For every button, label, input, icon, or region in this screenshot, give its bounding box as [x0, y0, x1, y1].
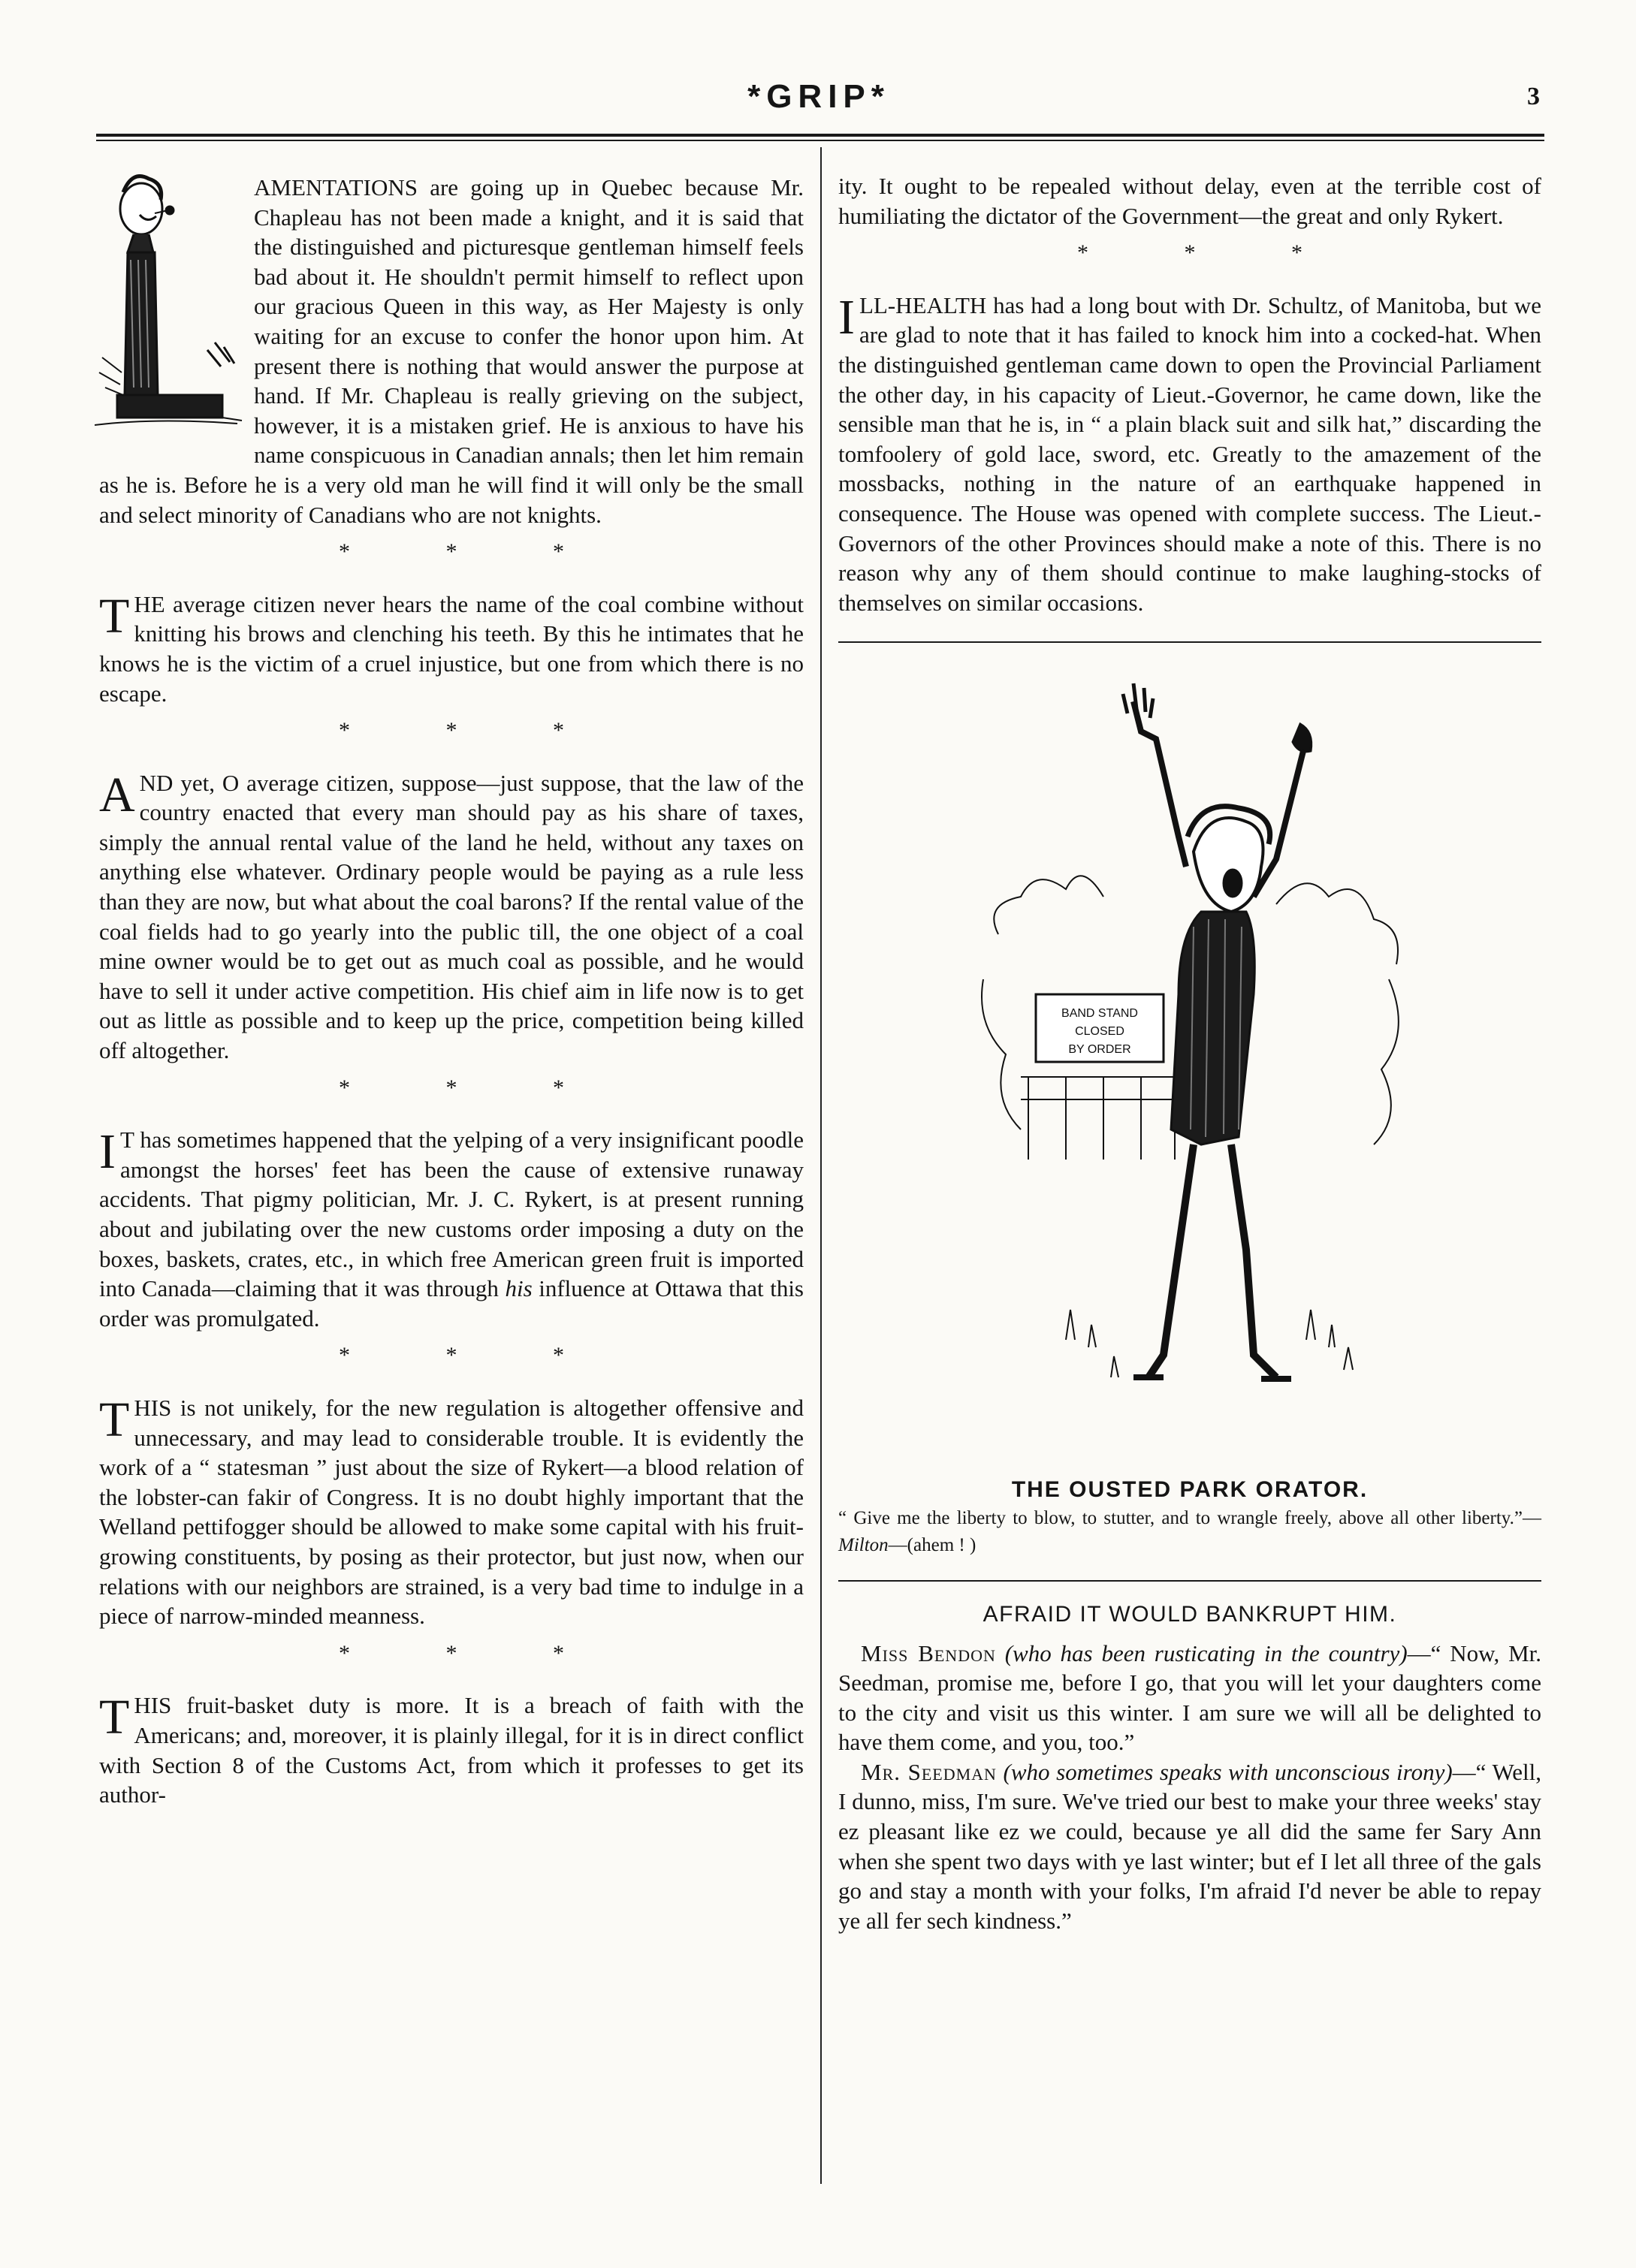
- paragraph-text: HIS fruit-basket duty is more. It is a breach of faith with the Americans; and, moreover, it is plainly illegal, for it is in direct conflict with Section 8 of the Customs Act, from which it professes to get its author-: [99, 1692, 804, 1808]
- drop-cap: T: [99, 588, 130, 644]
- cartoon-caption: [838, 1505, 1541, 1559]
- story-paragraph-2: [838, 1757, 1541, 1936]
- stage-direction: (who has been rusticating in the country): [1004, 1639, 1408, 1666]
- header-double-rule: [96, 134, 1544, 141]
- paragraph-text: T has sometimes happened that the yelping of a very insignificant poodle amongst the horses' feet has been the cause of extensive runaway accidents. That pigmy politician, Mr. J. C. Rykert, is at present running about and jubilating over the new customs order imposing a duty on the boxes, baskets, crates, etc., in which free American green fruit is imported into Canada—claiming that it was through: [99, 1126, 804, 1302]
- section-separator-stars: * * *: [339, 1343, 609, 1368]
- story-paragraph-1: [838, 1639, 1541, 1757]
- emphasis-text: his: [505, 1275, 533, 1302]
- paragraph-new-regulation: [99, 1393, 804, 1631]
- drop-cap: I: [838, 289, 855, 345]
- drop-cap: T: [99, 1392, 130, 1447]
- dialogue-text: —“ Now, Mr. Seedman, promise me, before I go, that you will let your daughters come to the city and visit us this winter. I am sure we will all be delighted to have them come, and you, too.”: [838, 1639, 1542, 1756]
- paragraph-ill-health: [838, 291, 1541, 618]
- caption-attribution: Milton: [838, 1534, 889, 1555]
- speaker-name: Mr. Seedman: [861, 1758, 997, 1785]
- page-number: 3: [1527, 83, 1540, 110]
- story-heading: AFRAID IT WOULD BANKRUPT HIM.: [983, 1601, 1397, 1627]
- paragraph-text: AMENTATIONS are going up in Quebec because Mr. Chapleau has not been made a knight, and it is said that the distinguished and picturesque gentleman himself feels bad about it. He shouldn't permit himself to reflect upon our gracious Queen in this way, as Her Majesty is only waiting for an excuse to confer the honor upon him. At present there is nothing that would answer the purpose at hand. If Mr. Chapleau is really grieving on the subject, however, it is a mistaken grief. He is anxious to have his name conspicuous in Canadian annals; then let him remain as he is. Before he is a very old man he will find it will only be the small and select minority of Canadians who are not knights.: [99, 174, 804, 528]
- drop-cap: I: [99, 1124, 116, 1180]
- paragraph-continued: ity. It ought to be repealed without delay, even at the terrible cost of humiliating the dictator of the Government—the great and only Rykert.: [838, 173, 1541, 229]
- paragraph-text: HIS is not unikely, for the new regulation is altogether offensive and unnecessary, and may lead to considerable trouble. It is evidently the work of a “ statesman ” just about the size of Rykert—a blood relation of the lobster-can fakir of Congress. It is no doubt highly important that the Welland pettifogger should be allowed to make some capital with his fruit-growing constituents, by posing as their protector, but just now, when our relations with our neighbors are strained, is a very bad time to indulge in a piece of narrow-minded meanness.: [99, 1394, 804, 1630]
- section-separator-stars: * * *: [339, 539, 609, 565]
- paragraph-text: HE average citizen never hears the name of the coal combine without knitting his brows and clenching his teeth. By this he intimates that he knows he is the victim of a cruel injustice, but one from which there is no escape.: [99, 590, 804, 707]
- illustrated-initial-l: [95, 170, 245, 449]
- section-separator-stars: * * *: [339, 1640, 609, 1666]
- cartoon-sign-line-2: CLOSED: [1075, 1025, 1124, 1039]
- cartoon-illustration: [953, 679, 1426, 1445]
- publication-title: *GRIP*: [747, 78, 890, 115]
- section-separator-stars: * * *: [339, 718, 609, 743]
- drop-cap: A: [99, 767, 135, 822]
- paragraph-text: LL-HEALTH has had a long bout with Dr. Schultz, of Manitoba, but we are glad to note that it has failed to knock him into a cocked-hat. When the distinguished gentleman came down to open the Provincial Parliament the other day, in his capacity of Lieut.-Governor, he came down, like the sensible man that he is, in “ a plain black suit and silk hat,” discarding the tomfoolery of gold lace, sword, etc. Greatly to the amazement of the mossbacks, nothing in the nature of an earthquake happened in consequence. The House was opened with complete success. The Lieut.-Governors of the other Provinces should make a note of this. There is no reason why any of them should continue to make laughing-stocks of themselves on similar occasions.: [838, 291, 1541, 616]
- paragraph-average-citizen: [99, 768, 804, 1066]
- column-divider: [820, 147, 822, 2184]
- caption-text: “ Give me the liberty to blow, to stutter, and to wrangle freely, above all other liberty.”—: [838, 1507, 1541, 1528]
- section-rule: [838, 1580, 1541, 1582]
- cartoon-sign-line-3: BY ORDER: [1068, 1043, 1131, 1057]
- section-separator-stars: * * *: [1077, 240, 1348, 266]
- drop-cap: T: [99, 1690, 130, 1745]
- masthead: [98, 72, 1540, 125]
- left-column: [99, 173, 804, 1810]
- paragraph-chapleau: [99, 173, 804, 529]
- paragraph-text: influence at Ottawa that this order was promulgated.: [99, 1275, 804, 1332]
- paragraph-coal-combine: [99, 590, 804, 708]
- paragraph-text: ND yet, O average citizen, suppose—just suppose, that the law of the country enacted that every man should pay as his share of taxes, simply the annual rental value of the land he held, without any taxes on anything else whatever. Ordinary people would be paying as a rule less than they are now, but what about the coal barons? If the rental value of the coal fields had to go yearly into the public till, the one object of a coal mine owner would be to get out as much coal as possible, and he would have to sell it under active competition. His chief aim in life now is to get out as little as possible and to keep up the price, competition being killed off altogether.: [99, 769, 804, 1064]
- right-column: [838, 171, 1541, 1935]
- cartoon-title: THE OUSTED PARK ORATOR.: [1011, 1477, 1369, 1503]
- caption-text: —(ahem ! ): [888, 1534, 976, 1555]
- paragraph-fruit-basket-duty: [99, 1690, 804, 1809]
- section-rule: [838, 641, 1541, 643]
- section-separator-stars: * * *: [339, 1075, 609, 1100]
- stage-direction: (who sometimes speaks with unconscious irony): [1003, 1758, 1453, 1785]
- paragraph-rykert: [99, 1125, 804, 1333]
- dialogue-text: —“ Well, I dunno, miss, I'm sure. We've tried our best to make your three weeks' stay ez pleasant like ez we could, because ye all did the same fer Sary Ann when she spent two days with ye last winter; but ef I let all three of the gals go and stay a month with your folks, I'm afraid I'd never be able to repay ye all fer sech kindness.”: [838, 1758, 1541, 1934]
- speaker-name: Miss Bendon: [861, 1639, 996, 1666]
- cartoon-sign-line-1: BAND STAND: [1061, 1007, 1138, 1021]
